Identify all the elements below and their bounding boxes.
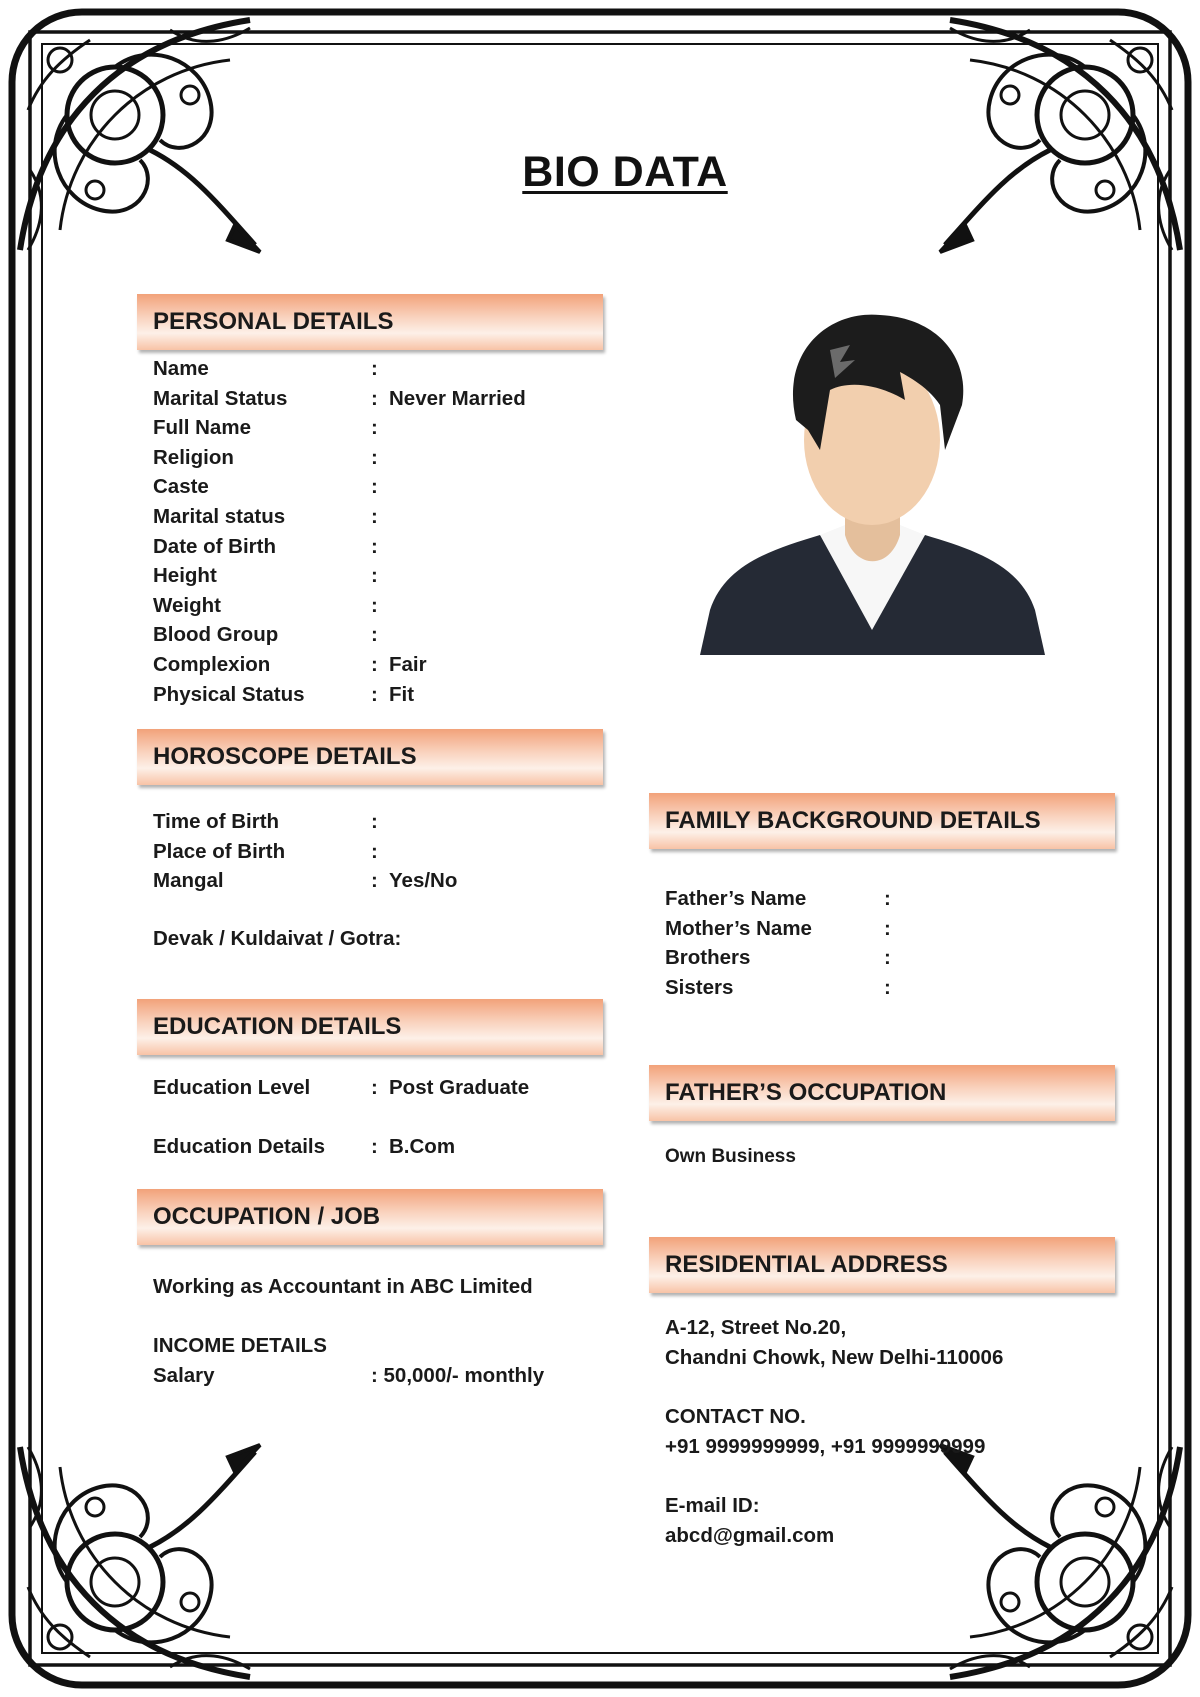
detail-separator: : [371,1135,378,1158]
detail-row [665,973,902,1003]
detail-row [153,680,414,710]
salary-row [153,1361,544,1391]
detail-row [153,413,389,443]
detail-separator: : [884,946,891,970]
detail-row [153,502,389,532]
detail-row [153,837,389,867]
personal-details-header: PERSONAL DETAILS [137,294,603,350]
page-title: BIO DATA [522,148,728,196]
detail-separator: : [371,1076,378,1099]
detail-separator: : [371,416,378,440]
detail-separator: : [371,445,378,469]
detail-label: Date of Birth [153,534,276,558]
contact-value: +91 9999999999, +91 9999999999 [665,1435,986,1458]
detail-row [153,620,389,650]
detail-label: Mangal [153,869,224,893]
detail-value: Never Married [389,386,526,410]
fathers-occupation-value: Own Business [665,1146,796,1167]
detail-value: Post Graduate [389,1076,530,1099]
address-line-1: A-12, Street No.20, [665,1316,847,1339]
occupation-description: Working as Accountant in ABC Limited [153,1275,533,1298]
detail-label: Education Details [153,1135,326,1158]
detail-label: Height [153,564,217,588]
email-value: abcd@gmail.com [665,1524,835,1547]
detail-value: B.Com [389,1135,456,1158]
detail-label: Complexion [153,653,271,676]
detail-separator: : [371,810,378,833]
detail-value: Fit [389,682,415,706]
detail-separator: : [371,593,378,617]
detail-separator: : [371,653,378,676]
detail-label: Mother’s Name [665,916,812,940]
detail-label: Religion [153,445,234,469]
detail-label: Weight [153,593,221,617]
detail-separator: : [371,505,378,528]
detail-label: Marital status [153,505,286,528]
horoscope-details-header: HOROSCOPE DETAILS [137,729,603,785]
education-details-header: EDUCATION DETAILS [137,999,603,1055]
family-background-header: FAMILY BACKGROUND DETAILS [649,793,1115,849]
detail-label: Place of Birth [153,839,286,863]
contact-label: CONTACT NO. [665,1405,806,1428]
detail-label: Brothers [665,946,751,970]
detail-row [153,443,389,473]
detail-separator: : [371,564,378,588]
gotra-label: Devak / Kuldaivat / Gotra: [153,927,402,950]
residential-address-header: RESIDENTIAL ADDRESS [649,1237,1115,1293]
detail-row [153,561,389,591]
detail-row [153,1073,529,1103]
address-line-2: Chandni Chowk, New Delhi-110006 [665,1346,1004,1369]
detail-separator: : [371,357,378,380]
detail-row [153,866,457,896]
detail-separator: : [371,623,378,647]
detail-separator: : [371,869,378,893]
detail-separator: : [884,975,891,999]
detail-label: Marital Status [153,386,288,410]
detail-row [153,532,389,562]
detail-label: Full Name [153,416,251,440]
detail-value: Fair [389,653,427,676]
detail-separator: : [884,887,891,910]
detail-row [665,943,902,973]
detail-label: Time of Birth [153,810,280,833]
detail-row [153,1132,455,1162]
detail-label: Name [153,357,209,380]
detail-separator: : [371,534,378,558]
detail-row [153,472,389,502]
detail-value: Yes/No [389,869,458,893]
detail-row [665,914,902,944]
income-details-label: INCOME DETAILS [153,1334,327,1357]
detail-separator: : [371,839,378,863]
detail-label: Education Level [153,1076,311,1099]
detail-row [153,384,526,414]
detail-separator: : [371,386,378,410]
occupation-header: OCCUPATION / JOB [137,1189,603,1245]
fathers-occupation-header: FATHER’S OCCUPATION [649,1065,1115,1121]
detail-row [153,650,427,680]
detail-row [153,807,389,837]
detail-label: Sisters [665,975,734,999]
detail-separator: : [371,682,378,706]
person-avatar-icon [700,310,1045,655]
salary-label: Salary [153,1364,215,1387]
detail-row [153,354,389,384]
email-label: E-mail ID: [665,1494,760,1517]
detail-label: Caste [153,475,209,499]
detail-label: Father’s Name [665,887,807,910]
salary-value: : 50,000/- monthly [371,1364,545,1387]
detail-row [665,884,902,914]
detail-row [153,591,389,621]
detail-label: Blood Group [153,623,279,647]
detail-separator: : [371,475,378,499]
detail-label: Physical Status [153,682,305,706]
detail-separator: : [884,916,891,940]
